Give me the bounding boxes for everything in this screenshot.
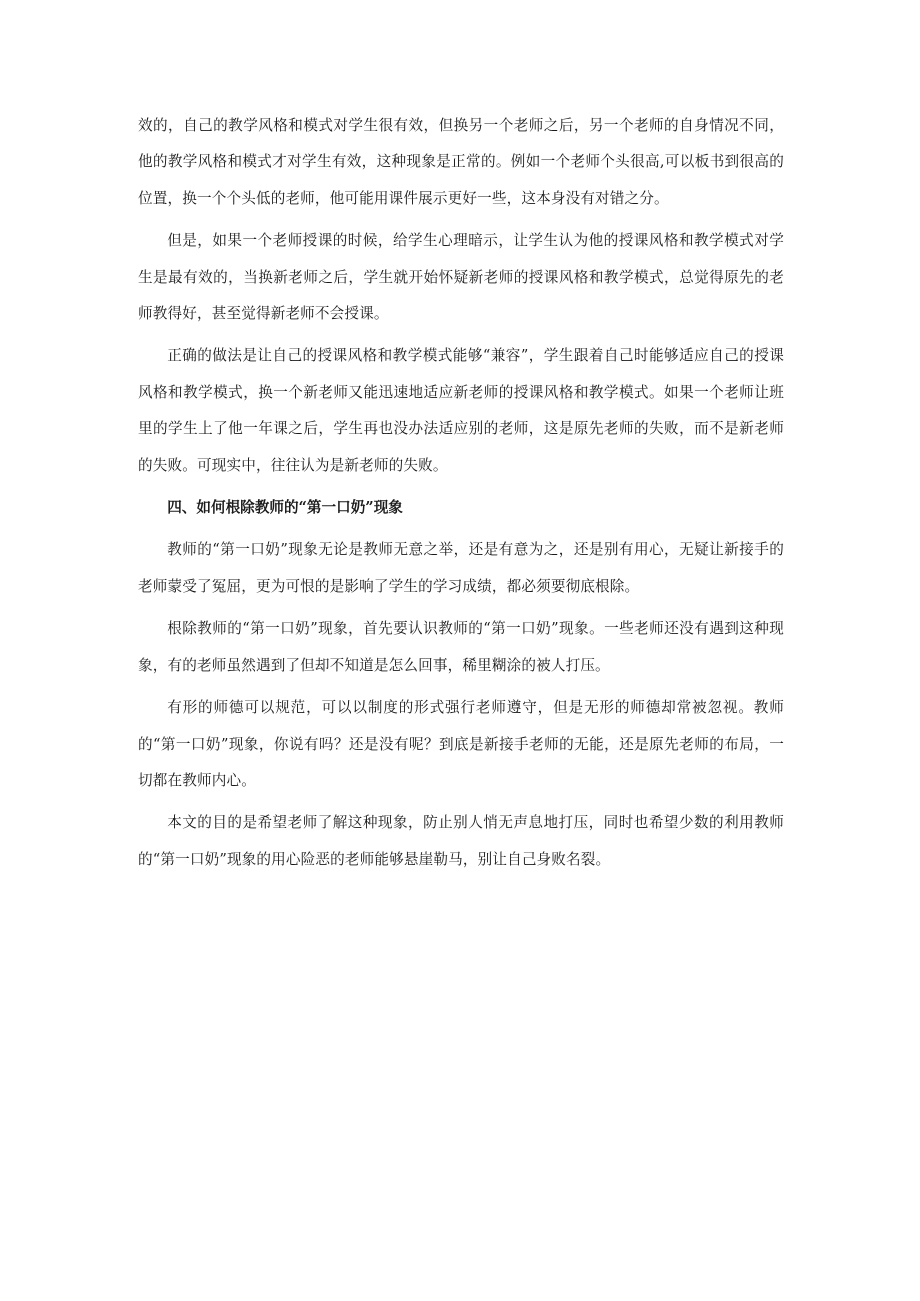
section-heading: 四、如何根除教师的“第一口奶”现象 bbox=[167, 499, 403, 517]
paragraph: 教师的“第一口奶”现象无论是教师无意之举，还是有意为之，还是别有用心，无疑让新接手的老师蒙受了冤屈，更为可恨的是影响了学生的学习成绩，都必须要彻底根除。 bbox=[138, 541, 784, 595]
paragraph: 本文的目的是希望老师了解这种现象，防止别人悄无声息地打压，同时也希望少数的利用教师的“第一口奶”现象的用心险恶的老师能够悬崖勒马，别让自己身败名裂。 bbox=[138, 814, 784, 868]
paragraph: 有形的师德可以规范，可以以制度的形式强行老师遵守，但是无形的师德却常被忽视。教师的“第一口奶”现象，你说有吗？还是没有呢？到底是新接手老师的无能，还是原先老师的布局，一切都在教师内心。 bbox=[138, 699, 784, 789]
paragraph: 根除教师的“第一口奶”现象，首先要认识教师的“第一口奶”现象。一些老师还没有遇到这种现象，有的老师虽然遇到了但却不知道是怎么回事，稀里糊涂的被人打压。 bbox=[138, 620, 784, 674]
document-body bbox=[138, 108, 784, 884]
paragraph: 但是，如果一个老师授课的时候，给学生心理暗示，让学生认为他的授课风格和教学模式对学生是最有效的，当换新老师之后，学生就开始怀疑新老师的授课风格和教学模式，总觉得原先的老师教得好，甚至觉得新老师不会授课。 bbox=[138, 232, 784, 323]
paragraph: 正确的做法是让自己的授课风格和教学模式能够“兼容”，学生跟着自己时能够适应自己的授课风格和教学模式，换一个新老师又能迅速地适应新老师的授课风格和教学模式。如果一个老师让班里的学生上了他一年课之后，学生再也没办法适应别的老师，这是原先老师的失败，而不是新老师的失败。可现实中，往往认为是新老师的失败。 bbox=[138, 347, 784, 474]
paragraph-continued: 效的，自己的教学风格和模式对学生很有效，但换另一个老师之后，另一个老师的自身情况不同，他的教学风格和模式才对学生有效，这种现象是正常的。例如一个老师个头很高,可以板书到很高的位置，换一个个头低的老师，他可能用课件展示更好一些，这本身没有对错之分。 bbox=[138, 117, 784, 207]
